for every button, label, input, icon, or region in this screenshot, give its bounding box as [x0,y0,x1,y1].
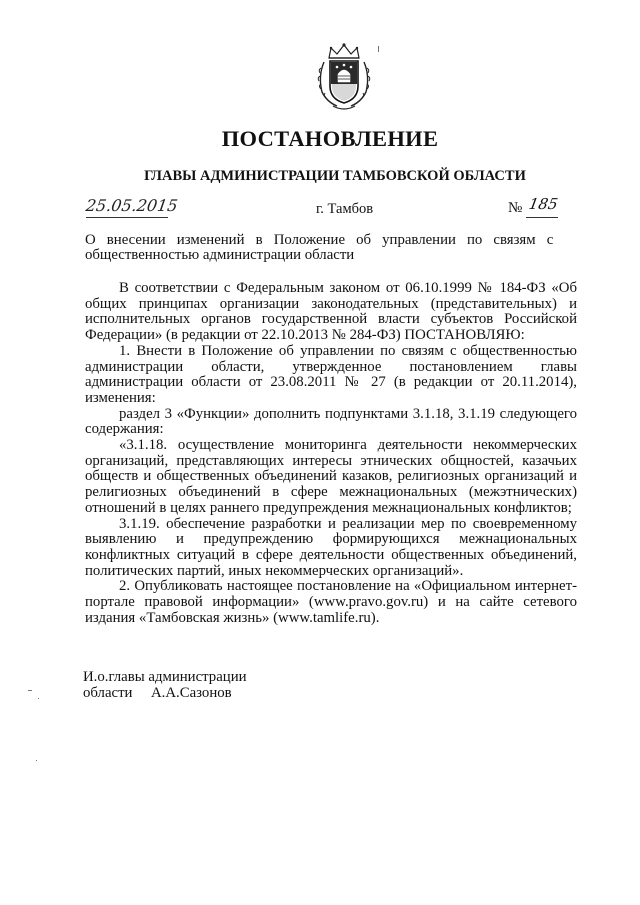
document-meta [0,195,640,222]
subject-line: О внесении изменений в Положение об управлении по связям с [85,232,554,248]
body-paragraph: 3.1.19. обеспечение разработки и реализации мер по своевременному выявлению и предупреждению формирующихся межнациональных конфликтных ситуаций в сфере деятельности общественных объединений, политических партий, иных некоммерческих организаций». [85,515,577,579]
scan-mark [36,760,37,761]
document-city: г. Тамбов [316,201,374,217]
body-paragraph: 1. Внести в Положение об управлении по связям с общественностью администрации области, утвержденное постановлением главы администрации области от 23.08.2011 № 27 (в редакции от 20.11.2014), изменения: [85,342,577,406]
document-number: 185 [527,195,560,213]
number-underline [526,217,558,218]
document-subtitle: ГЛАВЫ АДМИНИСТРАЦИИ ТАМБОВСКОЙ ОБЛАСТИ [144,168,526,184]
body-paragraph: «3.1.18. осуществление мониторинга деятельности некоммерческих организаций, представляющих интересы этнических общностей, казачьих обществ и общественных объединений казаков, религиозных организаций и религиозных объединений в сфере межнациональных (межэтнических) отношений в целях раннего предупреждения межнациональных конфликтов; [85,437,577,516]
document-date: 25.05.2015 [84,196,179,215]
document-body [85,281,577,626]
signature-position: И.о.главы администрации [83,669,247,685]
scan-mark [28,690,32,691]
body-paragraph: 2. Опубликовать настоящее постановление на «Официальном интернет-портале правовой информации» (www.pravo.gov.ru) и на сайте сетевого издания «Тамбовская жизнь» (www.tamlife.ru). [85,578,577,626]
body-paragraph: раздел 3 «Функции» дополнить подпунктами 3.1.18, 3.1.19 следующего содержания: [85,405,577,438]
scan-mark [378,46,379,52]
document-number-label: № [508,200,523,216]
signature-block [83,669,247,701]
subject-line: общественностью администрации области [85,246,355,263]
signature-name: области А.А.Сазонов [83,685,232,701]
document-subject [85,233,577,262]
document-title: ПОСТАНОВЛЕНИЕ [221,126,439,151]
tambov-coat-of-arms-icon [315,42,373,112]
body-paragraph: В соответствии с Федеральным законом от 06.10.1999 № 184-ФЗ «Об общих принципах организации законодательных (представительных) и исполнительных органов государственной власти субъектов Российской Федерации» (в редакции от 22.10.2013 № 284-ФЗ) ПОСТАНОВЛЯЮ: [85,280,577,344]
date-underline [86,217,168,218]
scan-mark [38,698,39,699]
